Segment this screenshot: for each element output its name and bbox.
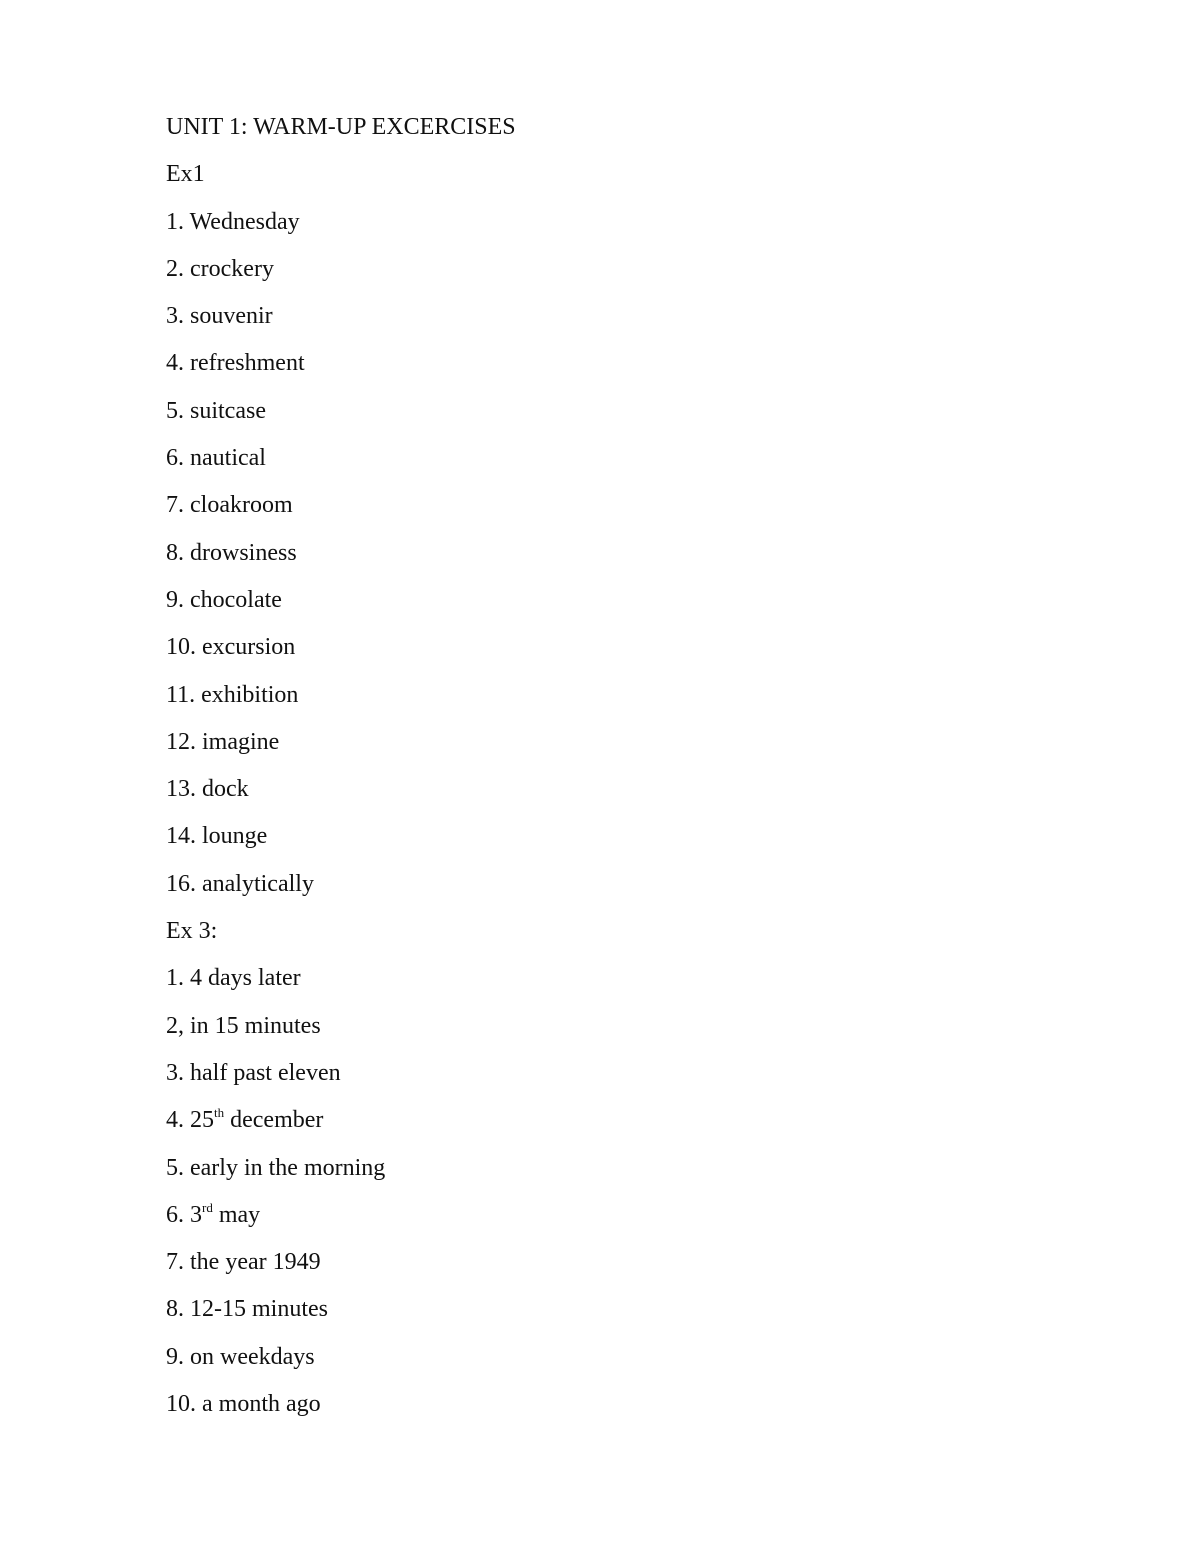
ex3-item: 1. 4 days later (166, 965, 301, 992)
ex3-item: 8. 12-15 minutes (166, 1296, 328, 1323)
ex3-item-suffix: may (212, 1201, 261, 1228)
ex3-item-suffix: december (224, 1107, 324, 1134)
ex1-item: 8. drowsiness (166, 539, 297, 566)
ex1-item: 6. nautical (166, 445, 266, 472)
ex3-item: 10. a month ago (166, 1391, 321, 1418)
ex1-item: 13. dock (166, 776, 249, 803)
ex1-item: 9. chocolate (166, 586, 282, 613)
ex1-item: 12. imagine (166, 728, 280, 755)
ex1-item: 14. lounge (166, 823, 268, 850)
ex3-item-prefix: 6. 3 (166, 1201, 202, 1228)
ex3-item: 9. on weekdays (166, 1343, 315, 1370)
ex3-item: 2, in 15 minutes (166, 1012, 321, 1039)
ex3-item: 7. the year 1949 (166, 1249, 321, 1276)
ex1-item: 2. crockery (166, 255, 274, 282)
ex3-item: 3. half past eleven (166, 1059, 341, 1086)
ex1-item: 7. cloakroom (166, 492, 293, 519)
ex1-item: 11. exhibition (166, 681, 299, 708)
ex3-item-with-superscript (166, 1199, 1066, 1246)
document-title: UNIT 1: WARM-UP EXCERCISES (166, 114, 516, 140)
ex1-item: 5. suitcase (166, 397, 266, 424)
ex3-item-with-superscript (166, 1104, 1066, 1151)
ex3-item: 5. early in the morning (166, 1154, 386, 1181)
ordinal-superscript: rd (202, 1199, 213, 1215)
ex1-item: 10. excursion (166, 634, 296, 661)
ordinal-superscript: th (214, 1105, 225, 1121)
ex3-heading: Ex 3: (166, 918, 218, 945)
ex3-item-prefix: 4. 25 (166, 1107, 214, 1134)
ex1-item: 1. Wednesday (166, 208, 300, 235)
ex1-item: 3. souvenir (166, 303, 273, 330)
document-body (166, 111, 1066, 1435)
ex1-item: 4. refreshment (166, 350, 305, 377)
ex1-item: 16. analytically (166, 870, 314, 897)
ex1-heading: Ex1 (166, 161, 205, 188)
